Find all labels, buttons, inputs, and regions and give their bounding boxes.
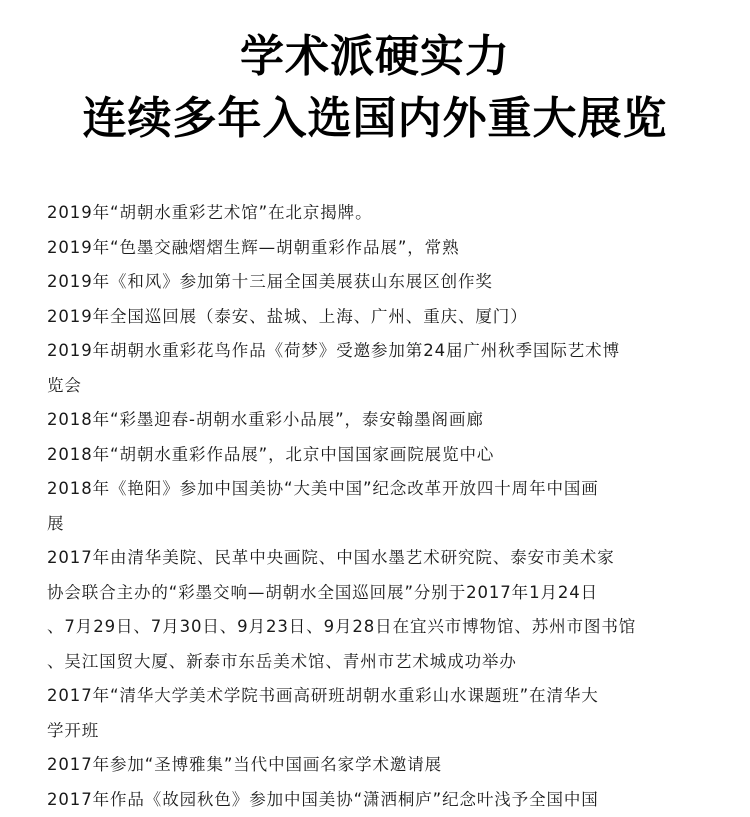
list-item: 2019年《和风》参加第十三届全国美展获山东展区创作奖 <box>47 272 493 291</box>
exhibition-list <box>47 196 727 817</box>
list-item: 2017年由清华美院、民革中央画院、中国水墨艺术研究院、泰安市美术家 <box>47 548 615 567</box>
list-item: 2019年“胡朝水重彩艺术馆”在北京揭牌。 <box>47 203 373 222</box>
list-item: 学开班 <box>47 720 100 740</box>
list-item: 2019年“色墨交融熠熠生辉—胡朝重彩作品展”，常熟 <box>47 237 460 257</box>
list-item: 览会 <box>47 375 82 395</box>
list-item: 协会联合主办的“彩墨交响—胡朝水全国巡回展”分别于2017年1月24日 <box>47 582 599 602</box>
list-item: 2019年胡朝水重彩花鸟作品《荷梦》受邀参加第24届广州秋季国际艺术博 <box>47 341 620 360</box>
list-item: 2017年参加“圣博雅集”当代中国画名家学术邀请展 <box>47 755 443 774</box>
list-item: 2018年“彩墨迎春-胡朝水重彩小品展”，泰安翰墨阁画廊 <box>47 410 484 429</box>
list-item: 2017年作品《故园秋色》参加中国美协“潇洒桐庐”纪念叶浅予全国中国 <box>47 789 599 809</box>
title-line-1: 学术派硬实力 <box>240 31 510 82</box>
title-line-2: 连续多年入选国内外重大展览 <box>82 93 668 144</box>
list-item: 、吴江国贸大厦、新泰市东岳美术馆、青州市艺术城成功举办 <box>47 651 517 671</box>
list-item: 2018年《艳阳》参加中国美协“大美中国”纪念改革开放四十周年中国画 <box>47 479 599 498</box>
list-item: 2018年“胡朝水重彩作品展”，北京中国国家画院展览中心 <box>47 444 495 464</box>
list-item: 、7月29日、7月30日、9月23日、9月28日在宜兴市博物馆、苏州市图书馆 <box>47 617 637 636</box>
list-item: 2019年全国巡回展（泰安、盐城、上海、广州、重庆、厦门） <box>47 306 528 326</box>
list-item: 2017年“清华大学美术学院书画高研班胡朝水重彩山水课题班”在清华大 <box>47 686 599 705</box>
page-title <box>0 26 750 150</box>
list-item: 展 <box>47 513 65 533</box>
